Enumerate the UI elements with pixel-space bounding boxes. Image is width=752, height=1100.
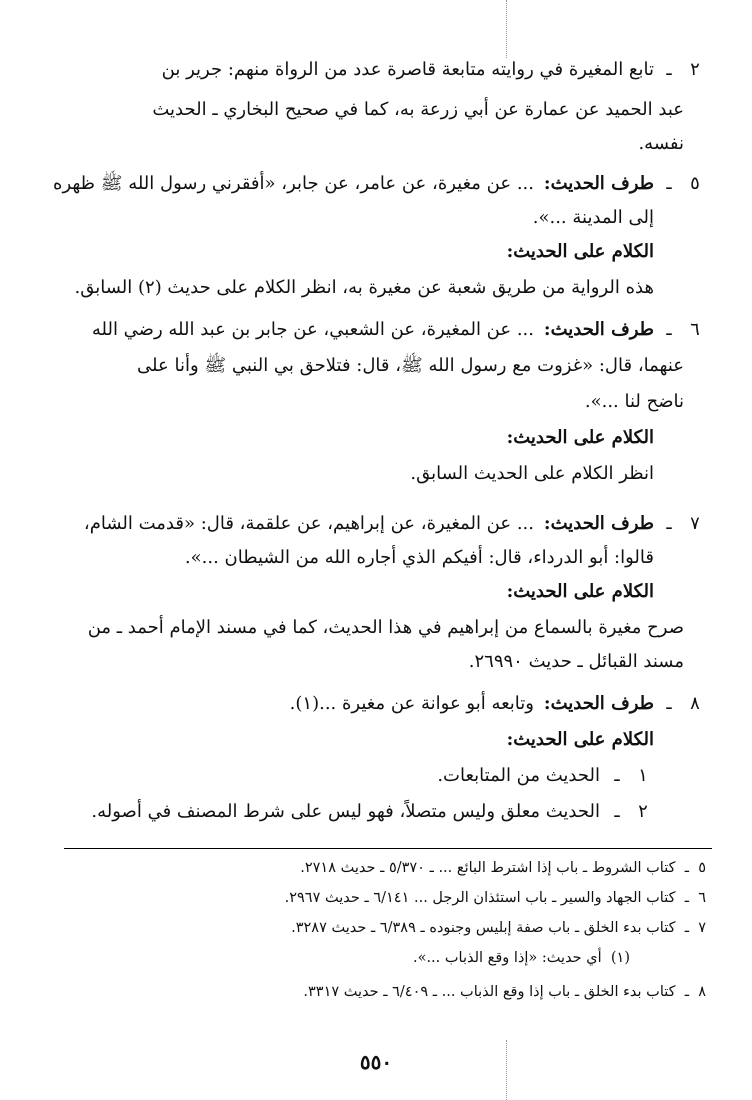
footnote-number: (١) [610, 950, 630, 966]
footnote-text: كتاب الجهاد والسير ـ باب استئذان الرجل ... ٦/١٤١ ـ حديث ٢٩٦٧. [284, 890, 676, 906]
footnote-text: أي حديث: «إذا وقع الذباب ...». [412, 950, 602, 966]
entry7-tarf-label: طرف الحديث: [543, 513, 654, 534]
entry8-tarf-label: طرف الحديث: [543, 693, 654, 714]
footnote-item: ٦ ـ كتاب الجهاد والسير ـ باب استئذان الرجل ... ٦/١٤١ ـ حديث ٢٩٦٧. [284, 890, 706, 906]
footnote-number: ٨ [698, 984, 706, 1000]
entry8-number: ٨ [690, 693, 700, 714]
footnote-number: ٧ [698, 920, 706, 936]
footnote-number: ٦ [698, 890, 706, 906]
footnote-item: ٨ ـ كتاب بدء الخلق ـ باب إذا وقع الذباب ... ـ ٦/٤٠٩ ـ حديث ٣٣١٧. [303, 984, 706, 1000]
footnote-number: ٥ [698, 860, 706, 876]
entry6-tarf-label: طرف الحديث: [543, 319, 654, 340]
entry7-tarf-text1: ... عن المغيرة، عن إبراهيم، عن علقمة، قال: «قدمت الشام، [83, 513, 534, 534]
footnote-separator [64, 848, 712, 849]
entry5-kalam-label: الكلام على الحديث: [506, 241, 654, 262]
entry6-number: ٦ [690, 319, 700, 340]
entry8-point2-number: ٢ [638, 801, 648, 822]
footnote-item: ٧ ـ كتاب بدء الخلق ـ باب صفة إبليس وجنوده ـ ٦/٣٨٩ ـ حديث ٣٢٨٧. [291, 920, 706, 936]
entry8-tarf-text1: وتابعه أبو عوانة عن مغيرة ...(١). [289, 693, 534, 714]
footnote-item: ٥ ـ كتاب الشروط ـ باب إذا اشترط البائع ... ـ ٥/٣٧٠ ـ حديث ٢٧١٨. [300, 860, 706, 876]
entry6-tarf-text1: ... عن المغيرة، عن الشعبي، عن جابر بن عبد الله رضي الله [91, 319, 534, 340]
footnote-text: كتاب بدء الخلق ـ باب صفة إبليس وجنوده ـ ٦/٣٨٩ ـ حديث ٣٢٨٧. [291, 920, 676, 936]
entry6-kalam-label: الكلام على الحديث: [506, 427, 654, 448]
entry8-point1-number: ١ [638, 765, 648, 786]
footnote-item [413, 948, 630, 968]
entry4-text-line1: تابع المغيرة في روايته متابعة قاصرة عدد من الرواة منهم: جرير بن [161, 59, 654, 80]
scan-artifact-line-top [506, 0, 507, 58]
entry7-number: ٧ [690, 513, 700, 534]
entry5-tarf-text1: ... عن مغيرة، عن عامر، عن جابر، «أفقرني رسول الله ﷺ ظهره [53, 173, 534, 194]
page-number: ٥٥٠ [359, 1050, 393, 1074]
footnote-text: كتاب بدء الخلق ـ باب إذا وقع الذباب ... ـ ٦/٤٠٩ ـ حديث ٣٣١٧. [303, 984, 676, 1000]
entry5-number: ٥ [690, 173, 700, 194]
footnote-text: كتاب الشروط ـ باب إذا اشترط البائع ... ـ ٥/٣٧٠ ـ حديث ٢٧١٨. [300, 860, 676, 876]
entry5-tarf-label: طرف الحديث: [543, 173, 654, 194]
entry8-kalam-label: الكلام على الحديث: [506, 729, 654, 750]
entry7-kalam-label: الكلام على الحديث: [506, 581, 654, 602]
document-page: ٢ ـ تابع المغيرة في روايته متابعة قاصرة عدد من الرواة منهم: جرير بن عبد الحميد عن عمارة عن أبي زرعة به، كما في صحيح البخاري ـ الحديث نفسه. ٥ ـ طرف الحديث: ... عن مغيرة، عن عامر، عن جابر، «أفقرني رسول الله ﷺ ظهره إلى المدينة ...». الكلام على الحديث: هذه الرواية من طريق شعبة عن مغيرة به، انظر الكلام على حديث (٢) السابق. ٦ ـ طرف الحديث: ... عن المغيرة، عن الشعبي، عن جابر بن عبد الله رضي الله عنهما، قال: «غزوت مع رسول الله ﷺ، قال: فتلاحق بي النبي ﷺ وأنا على ناضح لنا ...». الكلام على الحديث: انظر الكلام على الحديث السابق. ٧ ـ طرف الحديث: ... عن المغيرة، عن إبراهيم، عن علقمة، قال: «قدمت الشام، قالوا: أبو الدرداء، قال: أفيكم الذي أجاره الله من الشيطان ...». الكلام على الحديث: صرح مغيرة بالسماع من إبراهيم في هذا الحديث، كما في مسند الإمام أحمد ـ من مسند القبائل ـ حديث ٢٦٩٩٠. ٨ ـ طرف الحديث: وتابعه أبو عوانة عن مغيرة ...(١). الكلام على الحديث: ١ ـ الحديث من المتابعات. ٢ ـ الحديث معلق وليس متصلاً، فهو ليس على شرط المصنف في أصوله. ٥ ـ كتاب الشروط ـ باب إذا اشترط البائع ... ـ ٥/٣٧٠ ـ حديث ٢٧١٨. ٦ ـ كتاب الجهاد والسير ـ باب استئذان الرجل ... ٦/١٤١ ـ حديث ٢٩٦٧. ٧ ـ كتاب بدء الخلق ـ باب صفة إبليس وجنوده ـ ٦/٣٨٩ ـ حديث ٣٢٨٧. (١) أي حديث: «إذا وقع الذباب ...». ٨ ـ كتاب بدء الخلق ـ باب إذا وقع الذباب ... ـ ٦/٤٠٩ ـ حديث ٣٣١٧. ٥٥٠ [0, 0, 752, 1100]
entry4-number: ٢ [690, 59, 700, 80]
